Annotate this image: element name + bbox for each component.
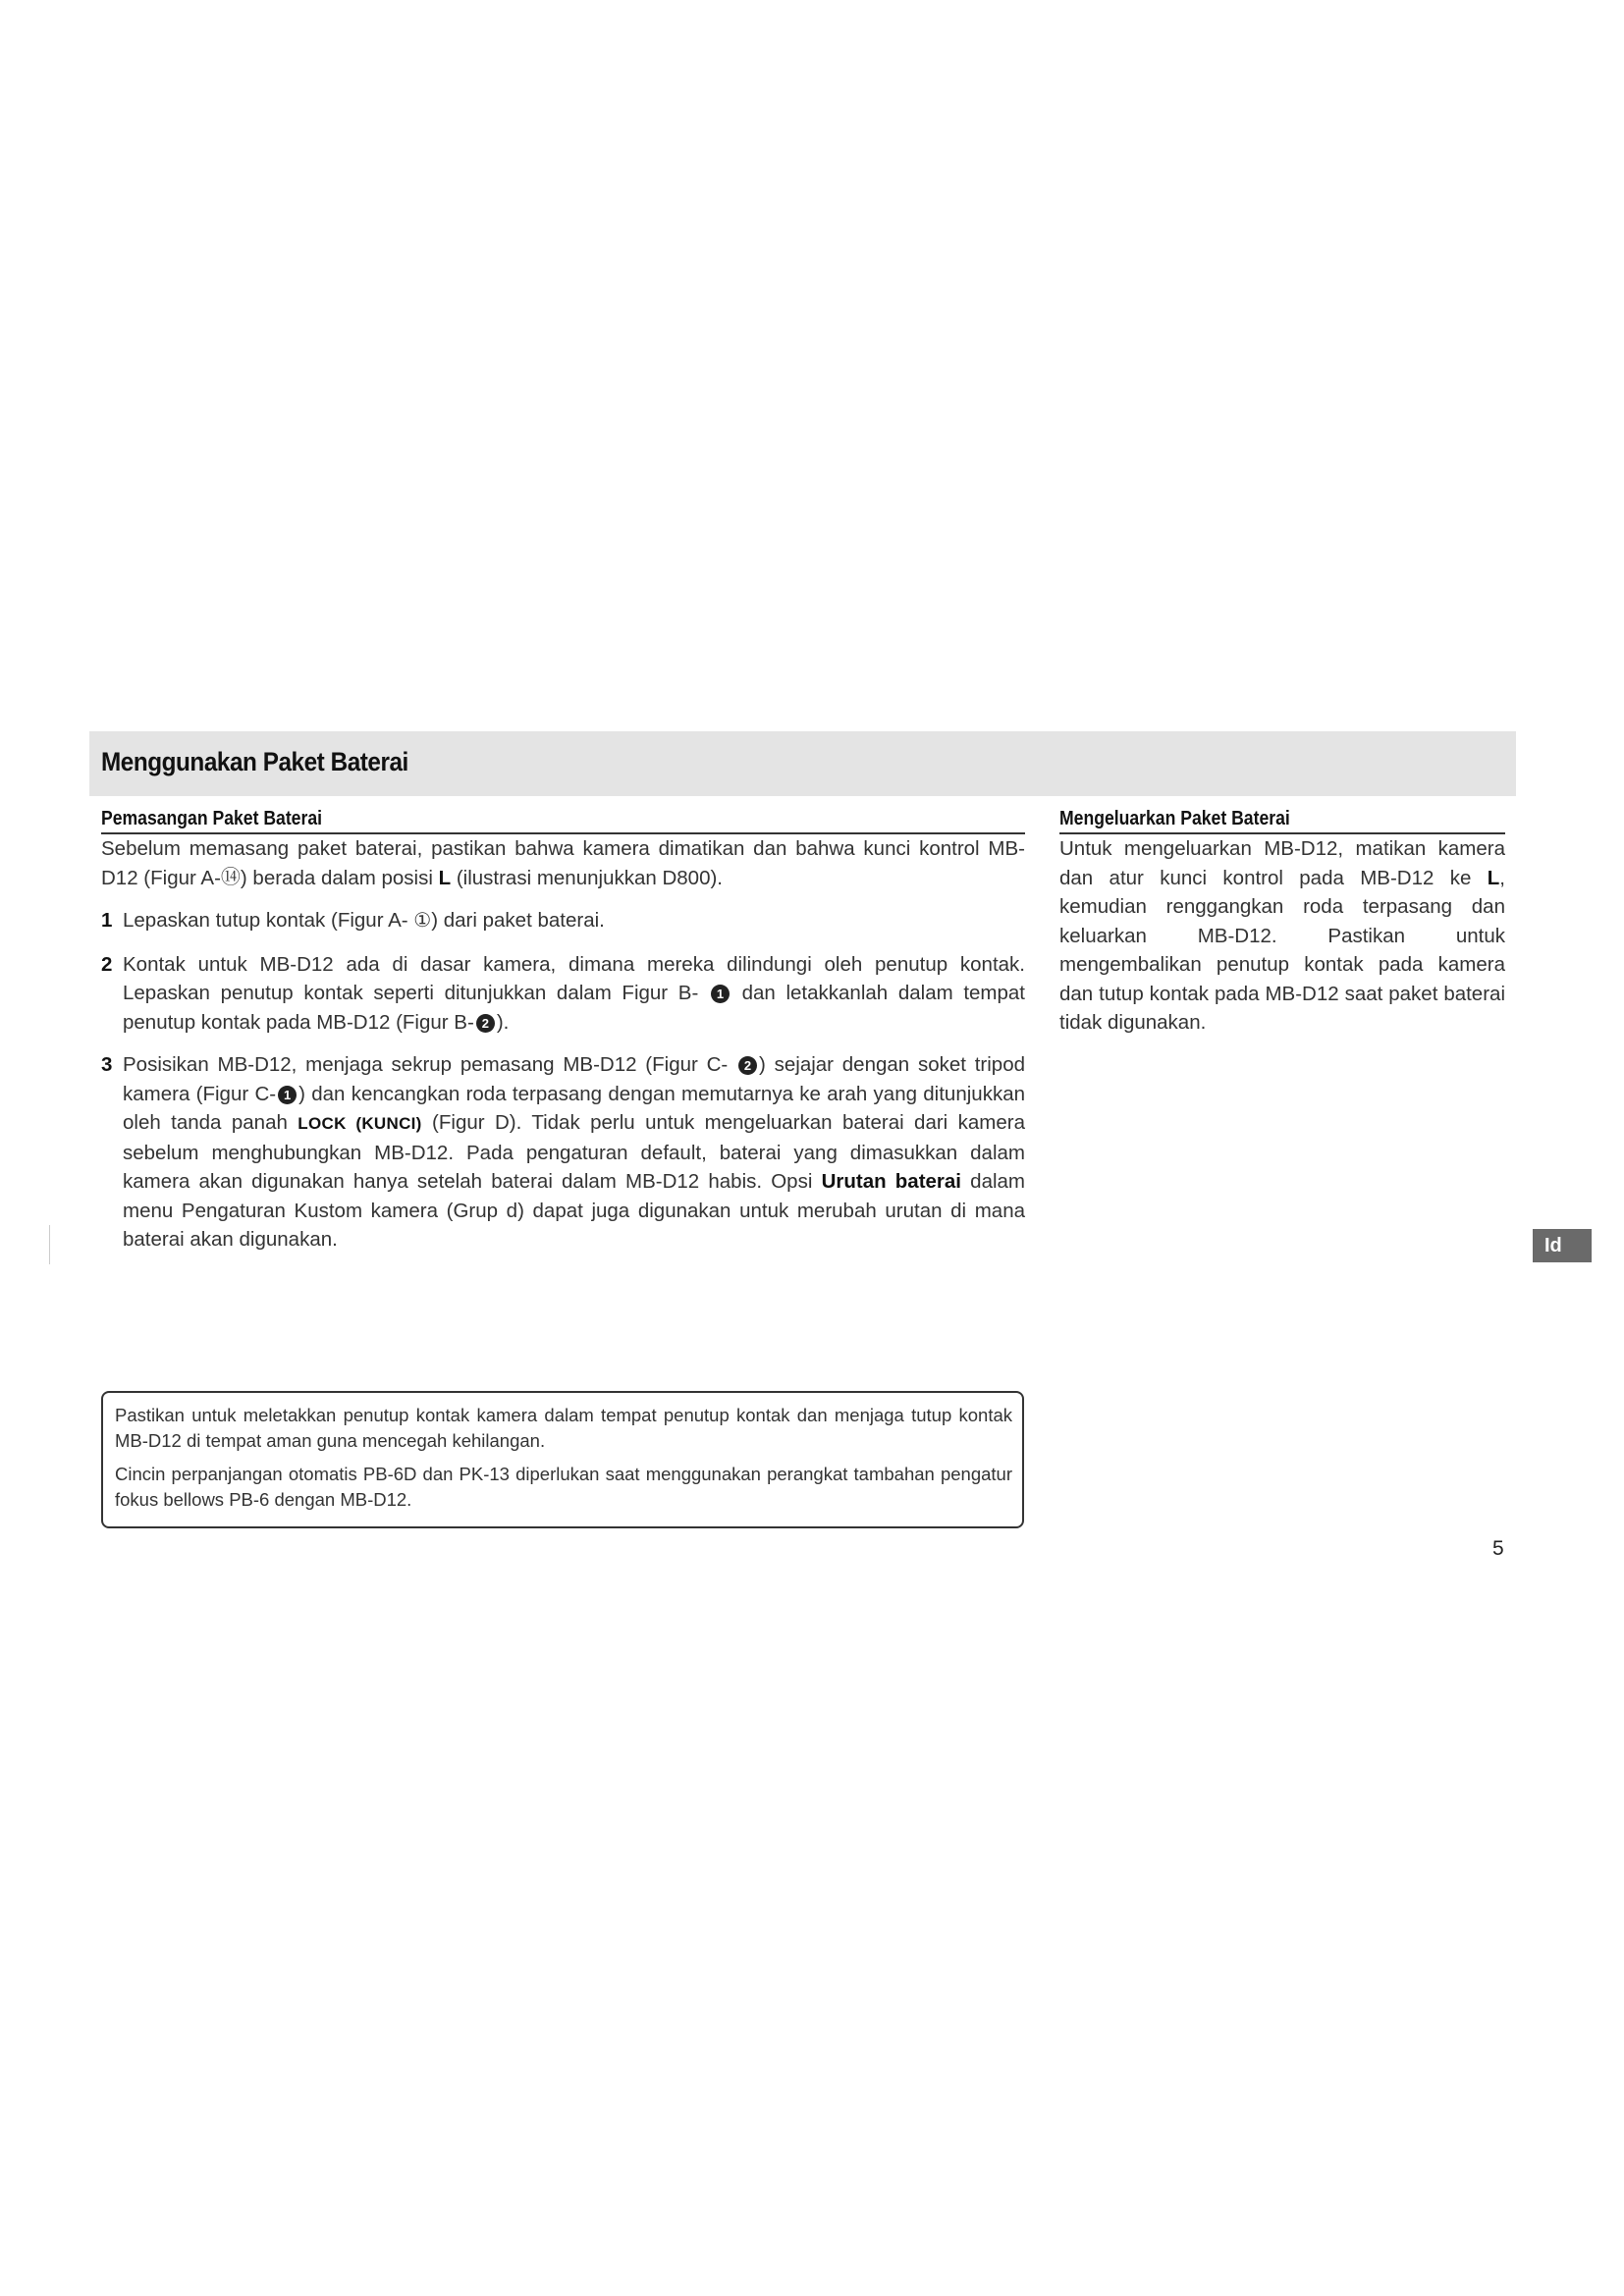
removal-column bbox=[1059, 805, 1505, 1038]
installation-intro: Sebelum memasang paket baterai, pastikan bahwa kamera dimatikan dan bahwa kunci kontrol MB-D12 (Figur A-⑭) berada dalam posisi L (ilustrasi menunjukkan D800). bbox=[101, 837, 1025, 889]
section-title: Menggunakan Paket Baterai bbox=[101, 747, 408, 776]
lock-label: LOCK (KUNCI) bbox=[298, 1114, 422, 1133]
step-text: Kontak untuk MB-D12 ada di dasar kamera, dimana mereka dilindungi oleh penutup kontak. Lepaskan penutup kontak seperti ditunjukkan dalam Figur B- 1 dan letakkanlah dalam tempat penutup kontak pada MB-D12 (Figur B- 2 ). bbox=[123, 952, 1025, 1034]
position-l: L bbox=[438, 866, 452, 889]
step-number: 2 bbox=[101, 952, 113, 976]
note-box bbox=[101, 1391, 1024, 1528]
note-1: Pastikan untuk meletakkan penutup kontak kamera dalam tempat penutup kontak dan menjaga tutup kontak MB-D12 di tempat aman guna mencegah kehilangan. bbox=[115, 1405, 1012, 1451]
step-number: 1 bbox=[101, 909, 113, 932]
step-3 bbox=[101, 1050, 1025, 1255]
step-number: 3 bbox=[101, 1053, 113, 1076]
language-tab: Id bbox=[1533, 1229, 1592, 1262]
installation-column bbox=[101, 805, 1025, 1255]
figure-ref-black-2: 2 bbox=[738, 1056, 757, 1075]
figure-ref-black-1: 1 bbox=[278, 1086, 297, 1104]
step-2 bbox=[101, 950, 1025, 1038]
figure-ref-black-2: 2 bbox=[476, 1014, 495, 1033]
installation-heading: Pemasangan Paket Baterai bbox=[101, 805, 1025, 834]
figure-ref-1: ① bbox=[413, 910, 432, 932]
section-header bbox=[89, 731, 1516, 796]
removal-text: Untuk mengeluarkan MB-D12, matikan kamera dan atur kunci kontrol pada MB-D12 ke L, kemudian renggangkan roda terpasang dan keluarkan MB-D12. Pastikan untuk mengembalikan penutup kontak pada kamera dan tutup kontak pada MB-D12 saat paket baterai tidak digunakan. bbox=[1059, 837, 1505, 1034]
margin-rule bbox=[49, 1225, 50, 1264]
page-number: 5 bbox=[1492, 1537, 1504, 1560]
figure-ref-black-1: 1 bbox=[711, 985, 730, 1003]
removal-heading: Mengeluarkan Paket Baterai bbox=[1059, 805, 1505, 834]
step-text: Lepaskan tutup kontak (Figur A- ①) dari paket baterai. bbox=[123, 909, 605, 932]
step-text: Posisikan MB-D12, menjaga sekrup pemasang MB-D12 (Figur C- 2 ) sejajar dengan soket tripod kamera (Figur C- 1 ) dan kencangkan roda terpasang dengan memutarnya ke arah yang ditunjukkan oleh tanda panah LOCK (KUNCI) (Figur D). Tidak perlu untuk mengeluarkan baterai dari kamera sebelum menghubungkan MB-D12. Pada pengaturan default, baterai yang dimasukkan dalam kamera akan digunakan hanya setelah baterai dalam MB-D12 habis. Opsi Urutan baterai dalam menu Pengaturan Kustom kamera (Grup d) dapat juga digunakan untuk merubah urutan di mana baterai akan digunakan. bbox=[123, 1053, 1026, 1251]
position-l: L bbox=[1487, 866, 1500, 889]
note-2: Cincin perpanjangan otomatis PB-6D dan PK-13 diperlukan saat menggunakan perangkat tambahan pengatur fokus bellows PB-6 dengan MB-D12. bbox=[115, 1464, 1012, 1510]
battery-order-option: Urutan baterai bbox=[821, 1170, 962, 1193]
figure-ref-14: ⑭ bbox=[220, 866, 241, 888]
step-1 bbox=[101, 906, 1025, 936]
